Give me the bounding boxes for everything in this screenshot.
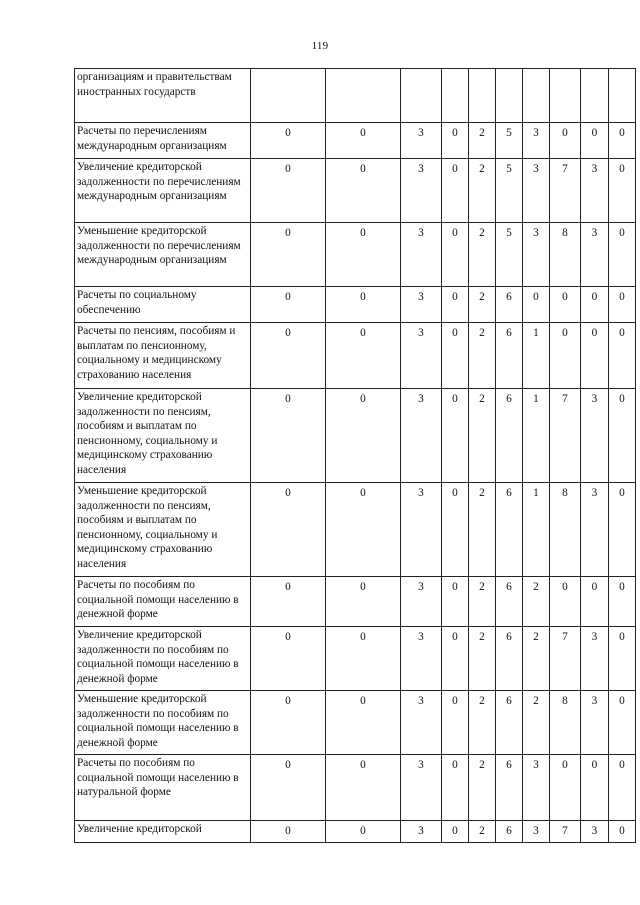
code-digit-cell: 0 [581,123,609,159]
code-digit-cell: 0 [251,287,326,323]
code-digit-cell: 3 [523,755,550,821]
code-digit-cell: 2 [469,577,496,627]
code-digit-cell: 2 [469,627,496,691]
code-digit-cell: 0 [609,821,636,843]
code-digit-cell: 2 [469,755,496,821]
code-digit-cell: 3 [581,389,609,483]
account-name-cell: Уменьшение кредиторской задолженности по перечислениям международным организациям [75,223,251,287]
code-digit-cell: 0 [442,755,469,821]
code-digit-cell: 0 [442,123,469,159]
code-digit-cell: 3 [581,821,609,843]
code-digit-cell: 0 [442,323,469,389]
code-digit-cell: 3 [581,483,609,577]
code-digit-cell: 0 [326,821,401,843]
code-digit-cell: 3 [401,627,442,691]
account-name-cell: Расчеты по социальному обеспечению [75,287,251,323]
code-digit-cell [251,69,326,123]
code-digit-cell: 7 [550,389,581,483]
code-digit-cell: 0 [442,159,469,223]
code-digit-cell: 0 [251,577,326,627]
code-digit-cell: 0 [609,223,636,287]
code-digit-cell: 0 [609,483,636,577]
table-body [75,69,636,843]
code-digit-cell: 3 [401,323,442,389]
code-digit-cell: 3 [401,223,442,287]
code-digit-cell: 0 [251,389,326,483]
code-digit-cell: 0 [581,323,609,389]
code-digit-cell: 0 [609,691,636,755]
code-digit-cell: 2 [523,577,550,627]
table-row [75,627,636,691]
code-digit-cell: 0 [581,577,609,627]
account-name-cell: Уменьшение кредиторской задолженности по пособиям по социальной помощи населению в денежной форме [75,691,251,755]
code-digit-cell: 6 [496,287,523,323]
code-digit-cell: 7 [550,159,581,223]
code-digit-cell: 2 [469,483,496,577]
code-digit-cell: 2 [469,821,496,843]
code-digit-cell: 6 [496,577,523,627]
code-digit-cell: 3 [401,691,442,755]
page-number: 119 [311,40,329,52]
code-digit-cell: 2 [523,627,550,691]
code-digit-cell: 0 [442,389,469,483]
code-digit-cell: 6 [496,483,523,577]
account-name-cell: Увеличение кредиторской [75,821,251,843]
code-digit-cell: 0 [442,627,469,691]
table-row [75,123,636,159]
code-digit-cell: 2 [469,323,496,389]
code-digit-cell [442,69,469,123]
code-digit-cell [550,69,581,123]
code-digit-cell: 0 [251,223,326,287]
code-digit-cell: 3 [401,159,442,223]
code-digit-cell: 2 [469,159,496,223]
account-name-cell: организациям и правительствам иностранных государств [75,69,251,123]
code-digit-cell: 6 [496,627,523,691]
code-digit-cell: 0 [523,287,550,323]
code-digit-cell: 3 [581,223,609,287]
code-digit-cell: 2 [469,287,496,323]
code-digit-cell: 0 [609,123,636,159]
code-digit-cell: 3 [401,577,442,627]
code-digit-cell [469,69,496,123]
code-digit-cell: 0 [442,691,469,755]
code-digit-cell: 0 [609,627,636,691]
code-digit-cell: 0 [251,159,326,223]
code-digit-cell: 3 [401,389,442,483]
code-digit-cell: 8 [550,483,581,577]
account-name-cell: Расчеты по пособиям по социальной помощи населению в натуральной форме [75,755,251,821]
code-digit-cell: 3 [401,821,442,843]
table-row [75,223,636,287]
table-row [75,287,636,323]
code-digit-cell: 2 [469,223,496,287]
code-digit-cell: 8 [550,691,581,755]
code-digit-cell: 0 [609,389,636,483]
code-digit-cell: 3 [523,821,550,843]
code-digit-cell: 0 [442,577,469,627]
code-digit-cell: 5 [496,159,523,223]
code-digit-cell: 0 [326,691,401,755]
code-digit-cell: 2 [469,691,496,755]
code-digit-cell: 0 [581,287,609,323]
code-digit-cell: 3 [581,691,609,755]
code-digit-cell: 0 [609,159,636,223]
code-digit-cell: 6 [496,389,523,483]
code-digit-cell: 0 [251,691,326,755]
code-digit-cell: 3 [401,483,442,577]
table-row [75,69,636,123]
code-digit-cell: 0 [609,323,636,389]
table-row [75,159,636,223]
table-row [75,577,636,627]
code-digit-cell: 7 [550,821,581,843]
account-name-cell: Увеличение кредиторской задолженности по пенсиям, пособиям и выплатам по пенсионному, социальному и медицинскому страхованию населения [75,389,251,483]
code-digit-cell: 0 [609,287,636,323]
code-digit-cell: 0 [550,123,581,159]
code-digit-cell: 3 [401,123,442,159]
code-digit-cell: 0 [326,577,401,627]
code-digit-cell: 2 [469,389,496,483]
code-digit-cell: 7 [550,627,581,691]
table-row [75,691,636,755]
code-digit-cell [496,69,523,123]
code-digit-cell: 0 [326,627,401,691]
table-row [75,389,636,483]
code-digit-cell: 2 [523,691,550,755]
code-digit-cell: 6 [496,821,523,843]
code-digit-cell: 0 [326,323,401,389]
code-digit-cell: 0 [326,159,401,223]
code-digit-cell [523,69,550,123]
code-digit-cell: 3 [401,755,442,821]
code-digit-cell: 5 [496,223,523,287]
code-digit-cell [609,69,636,123]
code-digit-cell: 0 [326,389,401,483]
code-digit-cell: 0 [550,755,581,821]
code-digit-cell: 1 [523,389,550,483]
code-digit-cell: 0 [550,287,581,323]
code-digit-cell: 0 [442,223,469,287]
code-digit-cell: 0 [251,323,326,389]
code-digit-cell: 0 [609,577,636,627]
code-digit-cell [326,69,401,123]
code-digit-cell: 3 [581,627,609,691]
code-digit-cell: 0 [326,287,401,323]
code-digit-cell: 6 [496,691,523,755]
code-digit-cell: 0 [251,627,326,691]
account-name-cell: Уменьшение кредиторской задолженности по пенсиям, пособиям и выплатам по пенсионному, социальному и медицинскому страхованию населения [75,483,251,577]
table-row [75,821,636,843]
code-digit-cell: 5 [496,123,523,159]
code-digit-cell: 1 [523,483,550,577]
code-digit-cell: 3 [523,223,550,287]
account-name-cell: Расчеты по пенсиям, пособиям и выплатам по пенсионному, социальному и медицинскому страхованию населения [75,323,251,389]
code-digit-cell: 1 [523,323,550,389]
code-digit-cell: 0 [326,483,401,577]
code-digit-cell: 3 [401,287,442,323]
code-digit-cell: 0 [251,123,326,159]
code-digit-cell: 0 [326,223,401,287]
code-digit-cell: 0 [442,287,469,323]
code-digit-cell: 0 [326,755,401,821]
code-digit-cell: 0 [442,821,469,843]
code-digit-cell: 2 [469,123,496,159]
table-row [75,483,636,577]
account-name-cell: Увеличение кредиторской задолженности по перечислениям международным организациям [75,159,251,223]
code-digit-cell: 0 [251,483,326,577]
code-digit-cell [581,69,609,123]
table-row [75,755,636,821]
account-name-cell: Расчеты по перечислениям международным организациям [75,123,251,159]
code-digit-cell: 3 [523,123,550,159]
code-digit-cell: 0 [550,323,581,389]
code-digit-cell: 6 [496,755,523,821]
code-digit-cell: 0 [550,577,581,627]
code-digit-cell: 3 [523,159,550,223]
account-code-table [74,68,636,843]
code-digit-cell: 0 [609,755,636,821]
account-name-cell: Увеличение кредиторской задолженности по пособиям по социальной помощи населению в денежной форме [75,627,251,691]
code-digit-cell: 8 [550,223,581,287]
account-name-cell: Расчеты по пособиям по социальной помощи населению в денежной форме [75,577,251,627]
code-digit-cell: 3 [581,159,609,223]
table-row [75,323,636,389]
code-digit-cell: 0 [326,123,401,159]
code-digit-cell: 6 [496,323,523,389]
code-digit-cell: 0 [581,755,609,821]
code-digit-cell: 0 [251,821,326,843]
code-digit-cell: 0 [442,483,469,577]
code-digit-cell: 0 [251,755,326,821]
code-digit-cell [401,69,442,123]
